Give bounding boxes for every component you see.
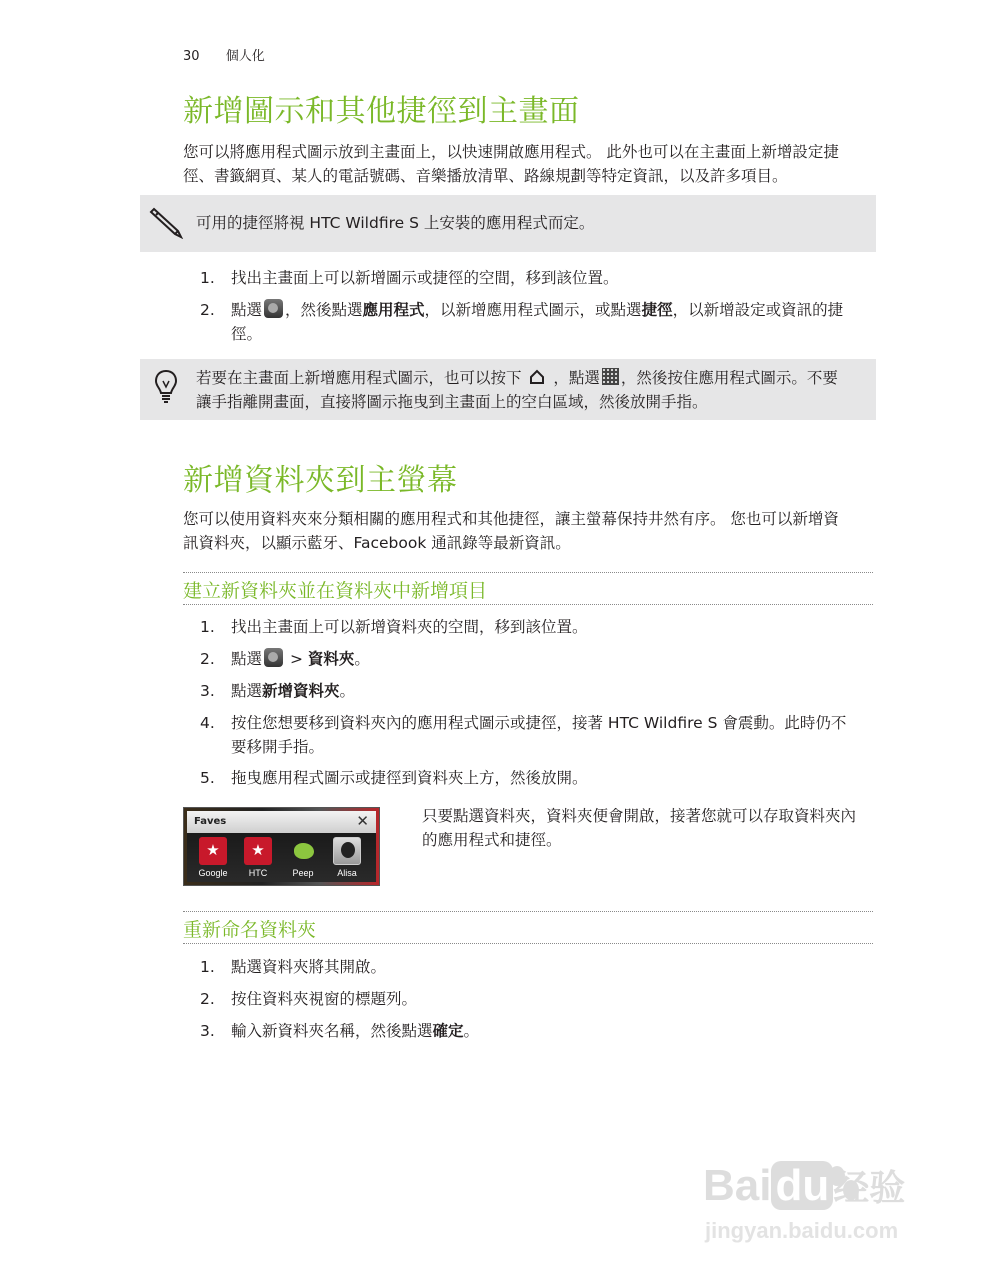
step-text-part: 點選 — [231, 301, 263, 319]
step-text-part: 。 — [463, 1022, 480, 1040]
step-text: 找出主畫面上可以新增資料夾的空間，移到該位置。 — [231, 618, 588, 636]
intro-line: 您可以將應用程式圖示放到主畫面上，以快速開啟應用程式。 此外也可以在主畫面上新增設定捷 — [183, 143, 839, 161]
watermark-brand — [703, 1160, 905, 1211]
step-item — [200, 1019, 880, 1043]
watermark-brand-part: du — [771, 1161, 833, 1210]
folder-app-grid — [187, 833, 376, 882]
step-item — [200, 266, 880, 290]
folder-title-bar — [187, 811, 376, 833]
caption-line: 的應用程式和捷徑。 — [422, 831, 562, 849]
pencil-icon — [148, 205, 184, 239]
step-number: 2. — [200, 990, 215, 1008]
intro-line: 訊資料夾，以顯示藍牙、Facebook 通訊錄等最新資訊。 — [183, 534, 571, 552]
step-item — [200, 987, 880, 1011]
step-text: 拖曳應用程式圖示或捷徑到資料夾上方，然後放開。 — [231, 769, 588, 787]
step-text: 找出主畫面上可以新增圖示或捷徑的空間，移到該位置。 — [231, 269, 619, 287]
step-number: 5. — [200, 769, 215, 787]
step-text-part: 點選 — [231, 682, 263, 700]
folder-app — [238, 837, 278, 878]
step-text — [231, 1019, 880, 1043]
contact-photo-icon — [333, 837, 361, 865]
ui-term: 應用程式 — [362, 301, 425, 319]
step-item — [200, 711, 880, 759]
intro-line: 您可以使用資料夾來分類相關的應用程式和其他捷徑，讓主螢幕保持井然有序。 您也可以新增資 — [183, 510, 839, 528]
tip-box — [140, 359, 876, 420]
step-text — [231, 647, 880, 671]
step-text-part: 按住您想要移到資料夾內的應用程式圖示或捷徑，接著 HTC Wildfire S 會震動。此時仍不 — [231, 714, 847, 732]
section-title-folders: 新增資料夾到主螢幕 — [183, 463, 458, 498]
all-apps-icon — [602, 368, 619, 385]
step-item — [200, 615, 880, 639]
tip-text-part: ，點選 — [553, 369, 600, 387]
ui-term: 捷徑 — [641, 301, 673, 319]
ui-term: 新增資料夾 — [262, 682, 340, 700]
app-label: Alisa — [337, 868, 357, 878]
step-text — [231, 298, 880, 346]
subsection-title-rename-folder: 重新命名資料夾 — [183, 911, 873, 944]
tip-text — [196, 366, 866, 414]
step-item — [200, 647, 880, 671]
step-text-part: ，以新增應用程式圖示，或點選 — [424, 301, 642, 319]
subsection-title-create-folder: 建立新資料夾並在資料夾中新增項目 — [183, 572, 873, 605]
caption-line: 只要點選資料夾，資料夾便會開啟，接著您就可以存取資料夾內 — [422, 807, 857, 825]
lightbulb-icon — [154, 369, 178, 405]
section-name: 個人化 — [225, 49, 265, 64]
app-label: Google — [198, 868, 228, 878]
step-number: 4. — [200, 714, 215, 732]
step-text: 點選資料夾將其開啟。 — [231, 958, 387, 976]
step-item — [200, 679, 880, 703]
step-text — [231, 679, 880, 703]
step-number: 2. — [200, 650, 215, 668]
folder-app — [193, 837, 233, 878]
ui-term: 確定 — [432, 1022, 464, 1040]
running-header — [183, 45, 265, 64]
google-app-icon — [199, 837, 227, 865]
home-key-icon — [529, 369, 545, 385]
watermark-brand-part: 经验 — [833, 1167, 906, 1208]
watermark-url: jingyan.baidu.com — [705, 1218, 899, 1243]
folders-intro — [183, 507, 873, 555]
step-number: 1. — [200, 269, 215, 287]
ui-term: 資料夾 — [307, 650, 355, 668]
step-number: 3. — [200, 1022, 215, 1040]
step-number: 1. — [200, 958, 215, 976]
step-item — [200, 298, 880, 346]
intro-line: 徑、書籤網頁、某人的電話號碼、音樂播放清單、路線規劃等特定資訊，以及許多項目。 — [183, 167, 788, 185]
step-text-part: 點選 — [231, 650, 263, 668]
close-icon: ✕ — [356, 812, 369, 830]
folder-screenshot — [183, 807, 380, 886]
tip-text-part: ，然後按住應用程式圖示。不要 — [620, 369, 838, 387]
folder-app — [283, 837, 323, 878]
add-to-home-icon — [264, 299, 283, 318]
baidu-watermark — [703, 1140, 943, 1250]
step-text-part: 徑。 — [231, 325, 263, 343]
step-item — [200, 766, 880, 790]
step-number: 1. — [200, 618, 215, 636]
step-text: 按住資料夾視窗的標題列。 — [231, 990, 418, 1008]
step-text-part: ，然後點選 — [285, 301, 363, 319]
step-text-part: > — [285, 650, 308, 668]
step-item — [200, 955, 880, 979]
section-title-shortcuts: 新增圖示和其他捷徑到主畫面 — [183, 94, 580, 129]
folder-app — [327, 837, 367, 878]
folder-caption — [422, 804, 882, 852]
step-number: 3. — [200, 682, 215, 700]
step-text-part: 輸入新資料夾名稱，然後點選 — [231, 1022, 433, 1040]
app-label: Peep — [292, 868, 314, 878]
add-to-home-icon — [264, 648, 283, 667]
note-box — [140, 195, 876, 252]
note-text: 可用的捷徑將視 HTC Wildfire S 上安裝的應用程式而定。 — [196, 214, 595, 232]
step-text-part: 要移開手指。 — [231, 738, 325, 756]
peep-bird-icon — [289, 837, 317, 865]
tip-text-part: 讓手指離開畫面，直接將圖示拖曳到主畫面上的空白區域，然後放開手指。 — [196, 393, 708, 411]
app-label: HTC — [248, 868, 268, 878]
htc-app-icon — [244, 837, 272, 865]
step-text-part: 。 — [354, 650, 370, 668]
step-text-part: 。 — [339, 682, 356, 700]
page-number: 30 — [183, 49, 200, 64]
step-number: 2. — [200, 301, 215, 319]
step-text-part: ，以新增設定或資訊的捷 — [672, 301, 844, 319]
watermark-brand-part: Bai — [703, 1161, 772, 1210]
tip-text-part: 若要在主畫面上新增應用程式圖示，也可以按下 — [196, 369, 522, 387]
shortcuts-intro — [183, 140, 873, 188]
folder-title: Faves — [194, 816, 227, 827]
step-text — [231, 711, 880, 759]
